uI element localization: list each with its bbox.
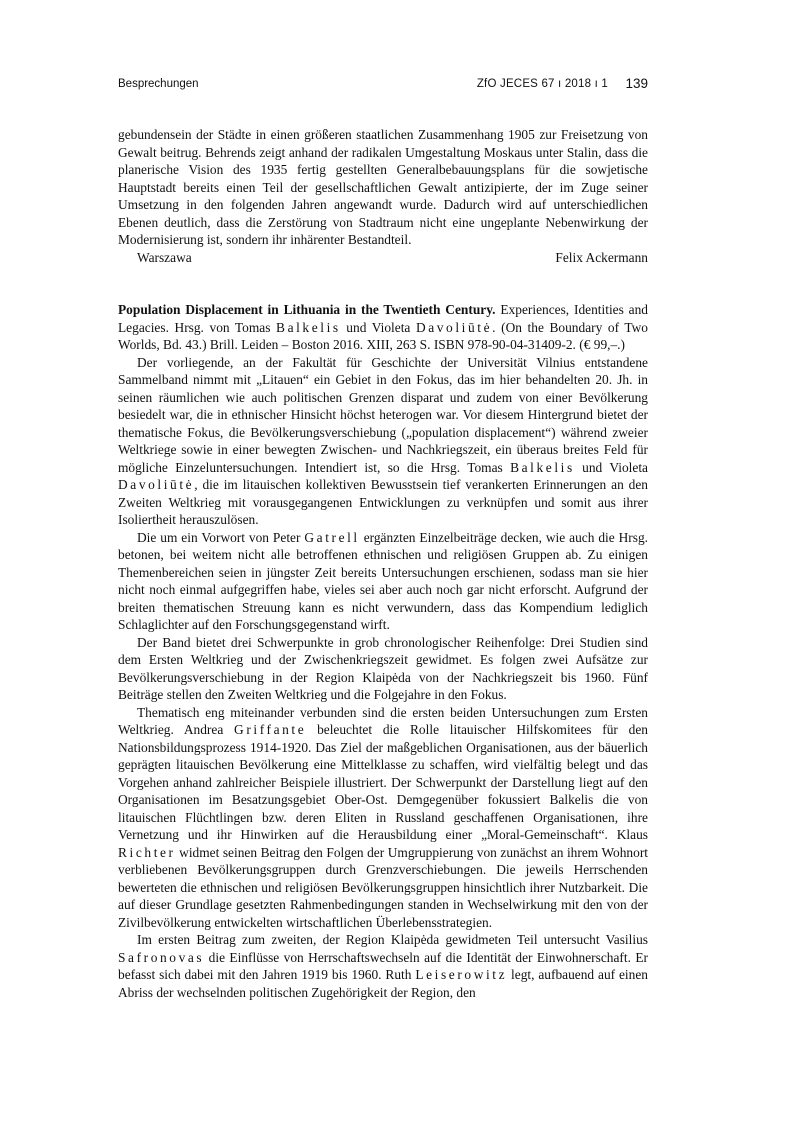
person-name: Safronovas	[118, 949, 205, 965]
text-run: ergänzten Einzelbeiträge decken, wie auch die Hrsg. betonen, bei weitem nicht alle betroffenen ethnischen und religiösen Gruppen ab. Zu einigen Themenbereichen seien in jüngster Zeit bereits Untersuchungen erschienen, sodass man sie hier nicht noch einmal aufgegriffen habe, vieles sei aber auch noch gar nicht erforscht. Aufgrund der breiten thematischen Streuung kann es nicht verwundern, dass das Kompendium lediglich Schlaglichter auf den Forschungsgegenstand wirft.	[118, 529, 649, 632]
text-run: Der vorliegende, an der Fakultät für Geschichte der Universität Vilnius entstandene Sammelband nimmt mit „Litauen“ ein Gebiet in den Fokus, das im hier behandelten 20. Jh. in seinen räumlichen wie auch politischen Grenzen disparat und zudem von einer Bevölkerung besiedelt war, die in ethnischer Hinsicht höchst heterogen war. Vor diesem Hintergrund bietet der thematische Fokus, die Bevölkerungsverschiebung („population displacement“) während zweier Weltkriege sowie in einer bewegten Zwischen- und Nachkriegszeit, ein überaus breites Feld für mögliche Einzeluntersuchungen. Intendiert ist, so die Hrsg. Tomas	[118, 354, 648, 475]
page-number: 139	[625, 76, 648, 91]
reviewer-place: Warszawa	[137, 249, 192, 265]
review-paragraph: Der Band bietet drei Schwerpunkte in grob chronologischer Reihenfolge: Drei Studien sind dem Ersten Weltkrieg und der Zwischenkriegszeit gewidmet. Es folgen zwei Aufsätze zur Bevölkerungsverschiebung in der Region Klaipėda von der Nachkriegszeit bis 1960. Fünf Beiträge stellen den Zweiten Weltkrieg und die Folgejahre in den Fokus.	[118, 634, 648, 702]
review-bibliography	[118, 301, 648, 354]
book-subtitle: Experiences, Identities and Legacies. Hrsg. von Tomas	[118, 302, 649, 335]
text-run: , die im litauischen kollektiven Bewusstsein tief verankerten Erinnerungen an den Zweiten Weltkrieg mit vorausgegangenen Entwicklungen zu verknüpfen und somit aus ihrer Isoliertheit herauszulösen.	[118, 477, 648, 527]
text-run: und Violeta	[574, 459, 648, 475]
review-paragraph	[118, 354, 648, 529]
running-header	[118, 76, 648, 94]
person-name: Griffante	[234, 722, 307, 737]
text-run: beleuchtet die Rolle litauischer Hilfskomitees für den Nationsbildungsprozess 1914-1920. Das Ziel der maßgeblichen Organisationen, aus der bäuerlich geprägten litauischen Bevölkerung eine Mittelklasse zu schaffen, wird vielfältig belegt und das Vorgehen anhand zahlreicher Beispiele illustriert. Der Schwerpunkt der Darstellung liegt auf den Organisationen im Besatzungsgebiet Ober-Ost. Demgegenüber fokussiert Balkelis die von litauischen Flüchtlingen bzw. deren Eliten in Russland geschaffenen Organisationen, ihre Vernetzung und ihr Hinwirken auf die Herausbildung einer „Moral-Gemeinschaft“. Klaus	[118, 722, 648, 842]
person-name: Davoliūtė	[118, 477, 195, 492]
book-title: Population Displacement in Lithuania in the Twentieth Century.	[118, 302, 496, 317]
text-run: die Einflüsse von Herrschaftswechseln auf die Identität der Einwohnerschaft. Er befasst sich dabei mit den Jahren 1919 bis 1960. Ruth	[118, 949, 648, 982]
review-paragraph	[118, 931, 648, 1001]
publication-details: . (On the Boundary of Two Worlds, Bd. 43.) Brill. Leiden – Boston 2016. XIII, 263 S. ISBN 978-90-04-31409-2. (€ 99,–.)	[118, 319, 648, 352]
editor-name: Davoliūtė	[415, 319, 493, 335]
person-name: Richter	[118, 844, 176, 860]
review-paragraph	[118, 529, 648, 634]
section-title: Besprechungen	[118, 78, 199, 90]
text-run: widmet seinen Beitrag den Folgen der Umgruppierung von zunächst an ihrem Wohnort verbliebenen Bevölkerungsgruppen durch Grenzverschiebungen. Die jeweils Herrschenden bewerteten die ethnischen und religiösen Bevölkerungsgruppen hinsichtlich ihrer Nutzbarkeit. Die auf dieser Grundlage gesetzten Rahmenbedingungen standen in Wechselwirkung mit den von der Zivilbevölkerung entwickelten wirtschaftlichen Überlebensstrategien.	[118, 844, 648, 930]
text-run: Im ersten Beitrag zum zweiten, der Region Klaipėda gewidmeten Teil untersucht Vasilius	[137, 932, 648, 947]
connector-text: und Violeta	[340, 319, 416, 335]
main-text	[118, 126, 648, 1001]
text-run: legt, aufbauend auf einen Abriss der wechselnden politischen Zugehörigkeit der Region, den	[118, 967, 648, 1000]
reviewer-name: Felix Ackermann	[555, 249, 648, 265]
review-paragraph	[118, 704, 648, 932]
previous-review-signature	[118, 249, 648, 267]
person-name: Balkelis	[510, 459, 575, 475]
editor-name: Balkelis	[276, 319, 341, 335]
text-run: Thematisch eng miteinander verbunden sind die ersten beiden Untersuchungen zum Ersten Weltkrieg. Andrea	[118, 704, 648, 737]
person-name: Gatrell	[304, 529, 360, 545]
text-run: Die um ein Vorwort von Peter	[137, 529, 305, 545]
previous-review-paragraph: gebundensein der Städte in einen größeren staatlichen Zusammenhang 1905 zur Freisetzung von Gewalt beitrug. Behrends zeigt anhand der radikalen Umgestaltung Moskaus unter Stalin, dass die planerische Vision des 1935 fertig gestellten Generalbebauungsplans für die sowjetische Hauptstadt bereits einen Teil der gesellschaftlichen Gewalt antizipierte, der im Zuge seiner Umsetzung in den folgenden Jahren angewandt wurde. Dadurch wird auf unterschiedlichen Ebenen deutlich, dass die Zerstörung von Stadtraum nicht eine ungeplante Nebenwirkung der Modernisierung ist, sondern ihr inhärenter Bestandteil.	[118, 127, 648, 247]
person-name: Leiserowitz	[415, 967, 508, 982]
journal-citation: ZfO JECES 67 ı 2018 ı 1	[476, 78, 608, 90]
